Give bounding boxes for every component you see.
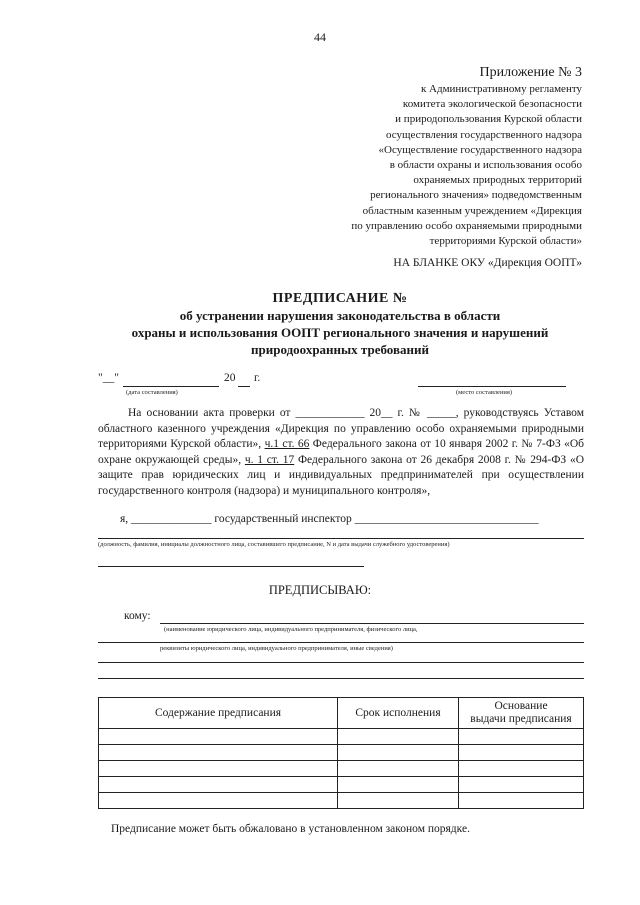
header-content: Содержание предписания xyxy=(99,698,338,729)
prescribe-heading: ПРЕДПИСЫВАЮ: xyxy=(268,583,372,597)
table-cell[interactable] xyxy=(338,793,459,809)
to-line-3[interactable] xyxy=(98,662,584,663)
law-link-2[interactable]: ч. 1 ст. 17 xyxy=(244,453,295,466)
place-caption: (место составления) xyxy=(456,389,513,396)
date-month-line[interactable] xyxy=(123,386,219,387)
table-cell[interactable] xyxy=(459,761,584,777)
body-paragraph xyxy=(98,406,584,499)
inspector-fill-line[interactable] xyxy=(98,538,584,539)
body-part-a: На основании акта проверки от ____________ 20__ г. № _____, руководствуясь Уставом областного казенного учреждения «Дирекция по управлению особо охраняемыми природными территориями Курской области», xyxy=(98,407,584,450)
to-caption-1: (наименование юридического лица, индивидуального предпринимателя, физического лица, xyxy=(164,626,418,633)
table-cell[interactable] xyxy=(338,745,459,761)
table-row xyxy=(99,793,584,809)
body-part-c: Федерального закона от 26 декабря 2008 г. № 294-ФЗ «О защите прав юридических лиц и индивидуальных предпринимателей при осуществлении государственного контроля (надзора) и муниципального контроля», xyxy=(98,453,584,497)
table-cell[interactable] xyxy=(99,777,338,793)
date-year-prefix: 20 xyxy=(224,372,236,384)
appendix-line: к Административному регламенту xyxy=(420,83,582,95)
law-link-1[interactable]: ч.1 ст. 66 xyxy=(264,438,310,450)
date-year-line[interactable] xyxy=(238,386,250,387)
appendix-title: Приложение № 3 xyxy=(479,65,582,80)
date-year-suffix: г. xyxy=(254,372,261,384)
letterhead-note: НА БЛАНКЕ ОКУ «Дирекция ООПТ» xyxy=(393,257,582,269)
to-caption-2: реквизиты юридического лица, индивидуального предпринимателя, иные сведения) xyxy=(160,645,393,652)
heading-line: охраны и использования ООПТ регионального значения и нарушений xyxy=(131,325,549,340)
table-cell[interactable] xyxy=(459,729,584,745)
table-cell[interactable] xyxy=(459,777,584,793)
date-quote: "__" xyxy=(98,372,119,384)
prescription-table xyxy=(98,697,584,809)
appendix-line: областным казенным учреждением «Дирекция xyxy=(362,204,582,217)
to-line-2[interactable] xyxy=(98,642,584,643)
body-text xyxy=(98,406,584,499)
table-cell[interactable] xyxy=(338,761,459,777)
appendix-line: территориями Курской области» xyxy=(429,235,582,248)
appendix-block xyxy=(351,64,582,249)
heading-title: ПРЕДПИСАНИЕ № xyxy=(272,291,408,306)
heading-line: об устранении нарушения законодательства в области xyxy=(179,308,501,323)
appendix-line: и природопользования Курской области xyxy=(395,113,582,126)
table-cell[interactable] xyxy=(338,777,459,793)
table-row xyxy=(99,777,584,793)
table-row xyxy=(99,761,584,777)
appendix-line: «Осуществление государственного надзора xyxy=(378,143,582,156)
document-heading xyxy=(80,290,600,358)
appendix-line: комитета экологической безопасности xyxy=(402,98,582,111)
to-line-4[interactable] xyxy=(98,678,584,679)
inspector-line: я, ______________ государственный инспектор ________________________________ xyxy=(120,513,539,525)
appendix-line: регионального значения» подведомственным xyxy=(370,189,582,202)
table-cell[interactable] xyxy=(99,761,338,777)
inspector-caption: (должность, фамилия, инициалы должностного лица, составившего предписание, N и дата выдачи служебного удостоверения) xyxy=(98,541,450,548)
to-label: кому: xyxy=(124,610,151,622)
table-cell[interactable] xyxy=(99,729,338,745)
header-basis: Основание выдачи предписания xyxy=(459,698,584,729)
place-line[interactable] xyxy=(418,386,566,387)
table-row xyxy=(99,729,584,745)
table-cell[interactable] xyxy=(338,729,459,745)
table-row xyxy=(99,745,584,761)
body-part-b: Федерального закона от 10 января 2002 г. № 7-ФЗ «Об охране окружающей среды», xyxy=(98,438,585,466)
inspector-extra-line[interactable] xyxy=(98,566,364,567)
table-header-row xyxy=(99,698,584,729)
table-cell[interactable] xyxy=(99,745,338,761)
appendix-line: осуществления государственного надзора xyxy=(386,128,582,141)
heading-line: природоохранных требований xyxy=(251,342,429,357)
appendix-line: охраняемых природных территорий xyxy=(413,174,582,187)
date-caption: (дата составления) xyxy=(126,389,178,396)
to-line-1[interactable] xyxy=(160,623,584,624)
footer-note: Предписание может быть обжаловано в установленном законом порядке. xyxy=(111,823,470,835)
header-deadline: Срок исполнения xyxy=(338,698,459,729)
table-cell[interactable] xyxy=(459,793,584,809)
appendix-line: в области охраны и использования особо xyxy=(389,159,582,172)
table-cell[interactable] xyxy=(459,745,584,761)
appendix-line: по управлению особо охраняемыми природными xyxy=(351,219,582,232)
page-number: 44 xyxy=(314,30,326,44)
table-cell[interactable] xyxy=(99,793,338,809)
